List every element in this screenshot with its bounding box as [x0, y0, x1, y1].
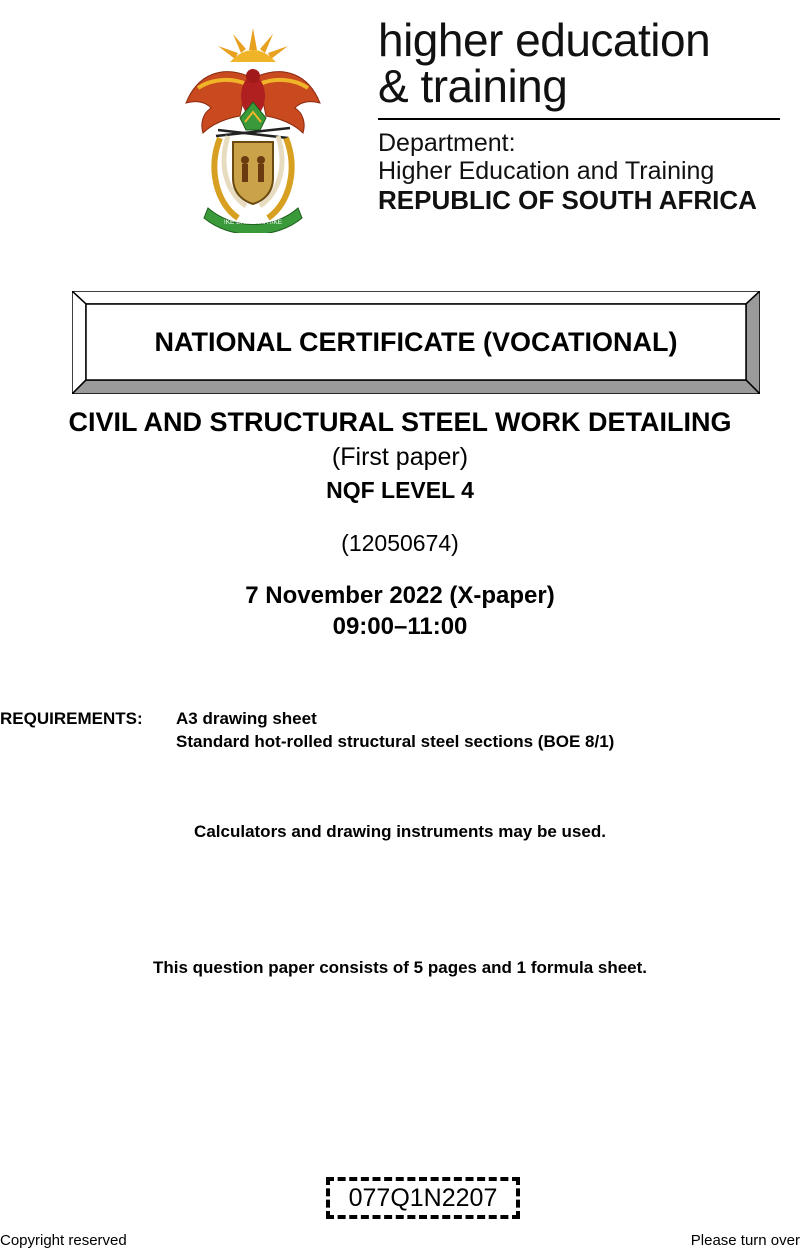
- shield-icon: [233, 142, 273, 204]
- exam-time: 09:00–11:00: [332, 613, 468, 640]
- paper-code-badge: 077Q1N2207: [326, 1177, 520, 1219]
- brand-line-1: higher education: [378, 14, 711, 66]
- requirement-item: A3 drawing sheet: [176, 709, 317, 728]
- requirements-label: REQUIREMENTS:: [0, 709, 143, 728]
- exam-date: 7 November 2022 (X-paper): [245, 582, 555, 609]
- subject-title: CIVIL AND STRUCTURAL STEEL WORK DETAILING: [68, 407, 732, 437]
- brand-line-2: & training: [378, 60, 568, 112]
- certificate-title: NATIONAL CERTIFICATE (VOCATIONAL): [154, 326, 678, 357]
- paper-number: (First paper): [331, 443, 469, 471]
- page-count-note: This question paper consists of 5 pages and 1 formula sheet.: [152, 958, 648, 977]
- requirement-item: Standard hot-rolled structural steel sections (BOE 8/1): [176, 732, 615, 751]
- coat-of-arms-emblem: [178, 18, 328, 233]
- subject-code: (12050674): [341, 530, 459, 556]
- country-name: REPUBLIC OF SOUTH AFRICA: [378, 185, 757, 215]
- nqf-level: NQF LEVEL 4: [326, 477, 474, 503]
- department-label: Department:: [378, 129, 516, 157]
- brand-divider: [378, 118, 780, 120]
- turn-over-notice: Please turn over: [690, 1232, 800, 1249]
- copyright-notice: Copyright reserved: [0, 1232, 127, 1249]
- motto-text: !KE E: /XARRA //KE: [223, 219, 283, 226]
- department-name: Higher Education and Training: [378, 157, 715, 185]
- calculators-note: Calculators and drawing instruments may be used.: [194, 822, 606, 841]
